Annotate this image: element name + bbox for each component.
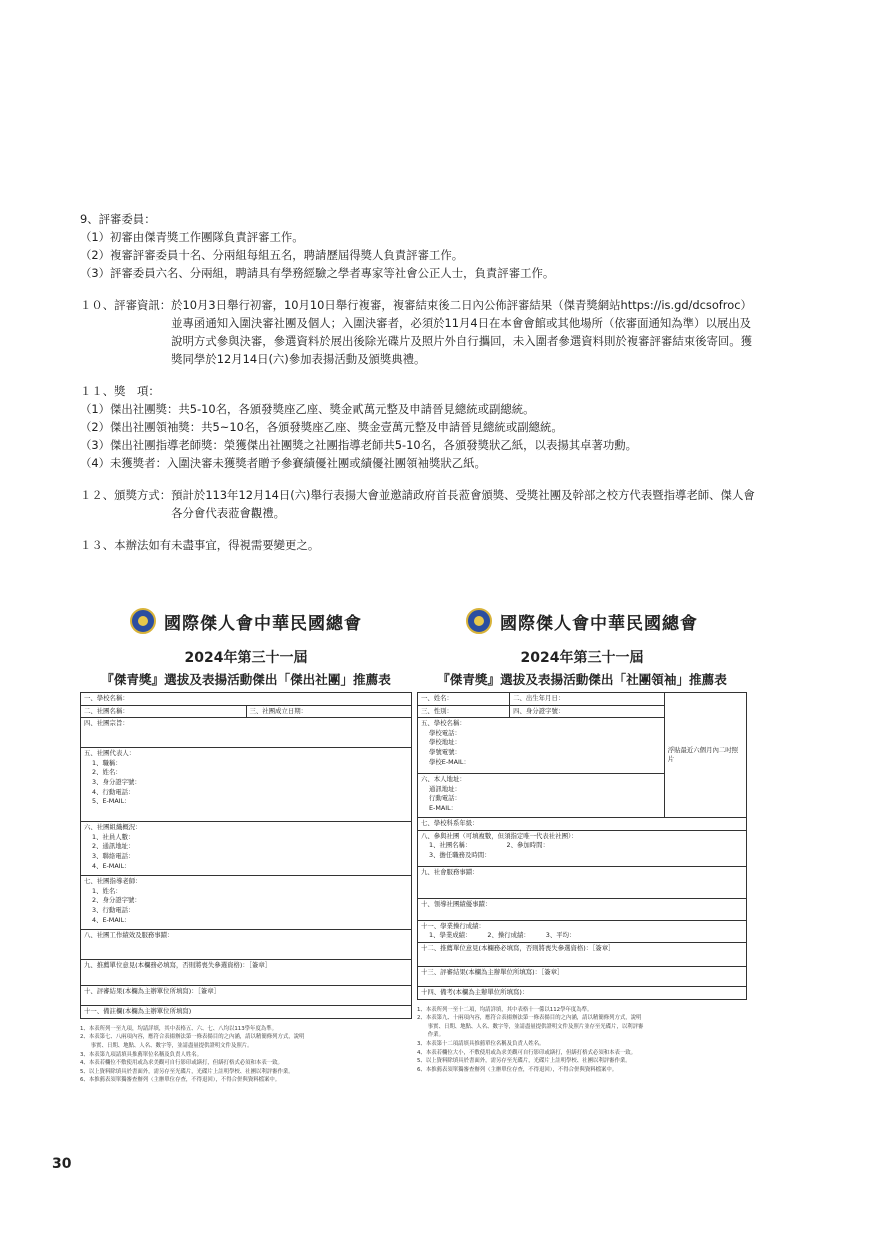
- lions-emblem-icon: [466, 608, 492, 634]
- section-label: １２、頒獎方式：: [80, 488, 172, 502]
- list-item: （3）傑出社團指導老師獎：榮獲傑出社團獎之社團指導老師共5-10名，各頒發獎狀乙紙，以表揚其卓著功勳。: [80, 438, 638, 452]
- org-header: [80, 603, 412, 639]
- field-community-service: 九、社會服務事蹟：: [418, 866, 747, 898]
- field-id-number: 四、身分證字號：: [510, 705, 665, 718]
- form-year: 2024年第三十一屆: [184, 650, 308, 666]
- note-item: 5、以上資料除填具於書面外，需另存至光碟片，光碟片上註明學校、社團以利評審作業。: [80, 1068, 294, 1075]
- note-item: 3、本表第十二項請填具推薦單位名稱及負責人姓名。: [417, 1040, 545, 1047]
- note-item: 3、本表第九項請填具推薦單位名稱及負責人姓名。: [80, 1051, 203, 1058]
- list-item: （1）傑出社團獎：共5-10名，各頒發獎座乙座、獎金貳萬元整及申請晉見總統或副總統。: [80, 402, 535, 416]
- note-item: 5、以上資料除填具於書面外，需另存至光碟片，光碟片上註明學校、社團以利評審作業。: [417, 1058, 631, 1065]
- form-year: 2024年第三十一屆: [520, 650, 644, 666]
- field-birthdate: 二、出生年月日：: [510, 693, 665, 706]
- regulation-text: [80, 210, 760, 568]
- note-item: 作業。: [417, 1032, 444, 1039]
- field-recommender-opinion: 九、推薦單位意見(本欄務必填寫，否則將喪失參選資格)：［簽章］: [81, 960, 412, 986]
- field-club-organization: 六、社團組織概況： 1、社員人數： 2、通訊地址： 3、聯絡電話： 4、E-MAIL：: [81, 822, 412, 876]
- section-13-amendments: [80, 536, 760, 554]
- field-department: 七、學校科系年級：: [418, 818, 747, 831]
- field-gender: 三、性別：: [418, 705, 510, 718]
- field-school: 五、學校名稱： 學校電話： 學校地址： 學號電號： 學校E-MAIL：: [418, 718, 665, 774]
- section-body: 於10月3日舉行初審，10月10日舉行複審，複審結束後二日內公佈評審結果（傑青獎網站https://is.gd/dcsofroc）並專函通知入圍決審社團及個人；入圍決審者，必須於11月4日在本會會館或其他場所（依審面通知為準）以展出及說明方式參與決審，參選資料於展出後除光碟片及照片外自行攜回，未入圍者參選資料則於複審評審結束後寄回。獲獎同學於12月14日(六)參加表揚活動及頒獎典禮。: [171, 298, 753, 366]
- field-remarks: 十一、備註欄(本欄為主辦單位所填寫): [81, 1006, 412, 1019]
- field-remarks: 十四、備考(本欄為主辦單位所填寫)：: [418, 986, 747, 999]
- note-item: 1、本表所列一至十二項，均請詳填，其中表格十一係以112學年度為準。: [417, 1006, 593, 1013]
- list-item: （1）初審由傑青獎工作團隊負責評審工作。: [80, 230, 304, 244]
- field-review-result: 十三、評審結果(本欄為主辦單位所填寫)：［簽章］: [418, 966, 747, 986]
- page-number: 30: [52, 1156, 72, 1172]
- field-address: 六、本人地址： 通訊地址： 行動電話： E-MAIL：: [418, 774, 665, 818]
- form-table: [80, 692, 412, 1019]
- section-body: １３、本辦法如有未盡事宜，得視需要變更之。: [80, 538, 320, 552]
- field-recommender-opinion: 十二、推薦單位意見(本欄務必填寫，否則將喪失參選資格)：［簽章］: [418, 942, 747, 966]
- section-9-judges: [80, 210, 760, 282]
- list-item: （3）評審委員六名、分兩組，聘請具有學務經驗之學者專家等社會公正人士，負責評審工作。: [80, 266, 555, 280]
- note-item: 4、本表若欄位不敷使用或為求美觀可自行影印或繕打，但繕打格式必須和本表一致。: [80, 1060, 283, 1067]
- field-review-result: 十、評審結果(本欄為主辦單位所填寫)：［簽章］: [81, 986, 412, 1006]
- org-header: [417, 603, 747, 639]
- lions-emblem-icon: [130, 608, 156, 634]
- field-grades: 十一、學業操行成績： 1、學業成績： 2、操行成績： 3、平均：: [418, 920, 747, 942]
- note-item: 6、本推薦表須單獨審查辦列（主辦單位存查，不得退回），不得合併與資料檔案中。: [80, 1077, 281, 1084]
- field-club-purpose: 四、社團宗旨：: [81, 718, 412, 748]
- field-club-name: 二、社團名稱：: [81, 705, 247, 718]
- list-item: （4）未獲獎者：入圍決審未獲獎者贈予參賽績優社團或績優社團領袖獎狀乙紙。: [80, 456, 486, 470]
- note-item: 4、本表若欄位大小，不敷使用或為求美觀可自行影印或繕打，但繕打格式必須和本表一致。: [417, 1049, 637, 1056]
- section-10-review-info: [80, 296, 760, 368]
- note-item: 2、本表第七、八兩項內容，應符合表揚辦法第一條表揚目的之內涵，請以精簡條列方式，說明: [80, 1034, 305, 1041]
- note-item: 1、本表所列一至九項，均請詳填，其中表格五、六、七、八均以113學年度為準。: [80, 1025, 278, 1032]
- field-club-founded: 三、社團成立日期：: [246, 705, 412, 718]
- org-name: 國際傑人會中華民國總會: [164, 613, 362, 634]
- form-title: 『傑青獎』選拔及表揚活動傑出「傑出社團」推薦表: [101, 672, 391, 687]
- field-club-representative: 五、社團代表人： 1、職稱： 2、姓名： 3、身分證字號： 4、行動電話： 5、E-MAIL：: [81, 748, 412, 822]
- form-notes: [80, 1025, 412, 1085]
- field-school-name: 一、學校名稱：: [81, 693, 412, 706]
- form-table: [417, 692, 747, 1000]
- note-item: 6、本推薦表須單獨審查辦列（主辦單位存查，不得退回），不得合併與資料檔案中。: [417, 1066, 618, 1073]
- club-nomination-form: [80, 603, 412, 1085]
- list-item: （2）複審評審委員十名、分兩組每組五名，聘請歷屆得獎人負責評審工作。: [80, 248, 464, 262]
- note-item: 事實、日期、地點、人名、數字等，並請盡量提供證明文件及照片。: [80, 1042, 253, 1049]
- note-item: 事實、日期、地點、人名、數字等，並請盡量提供證明文件及照片並存至光碟片，以利評審: [417, 1023, 644, 1030]
- photo-box: 浮貼最近六個月內二吋照片: [664, 693, 746, 818]
- section-title: 9、評審委員：: [80, 212, 156, 226]
- note-item: 2、本表第九、十兩項內容，應符合表揚辦法第一條表揚目的之內涵，請以精簡條列方式，說明: [417, 1015, 642, 1022]
- section-title: １１、獎 項：: [80, 384, 160, 398]
- field-club-achievements: 八、社團工作績效及服務事蹟：: [81, 930, 412, 960]
- leader-nomination-form: [417, 603, 747, 1074]
- list-item: （2）傑出社團領袖獎：共5~10名，各頒發獎座乙座、獎金壹萬元整及申請晉見總統或副總統。: [80, 420, 563, 434]
- field-clubs: 八、參與社團（可填複數，但須指定唯一代表社社團）： 1、社團名稱： 2、參加時間： 3、擔任職務及時間：: [418, 830, 747, 866]
- field-name: 一、姓名：: [418, 693, 510, 706]
- section-label: １０、評審資訊：: [80, 298, 172, 312]
- form-notes: [417, 1006, 747, 1075]
- field-leadership: 十、領導社團績優事蹟：: [418, 898, 747, 920]
- section-body: 預計於113年12月14日(六)舉行表揚大會並邀請政府首長蒞會頒獎、受獎社團及幹部之校方代表暨指導老師、傑人會各分會代表蒞會觀禮。: [171, 488, 755, 520]
- section-11-awards: [80, 382, 760, 472]
- field-club-advisor: 七、社團指導老師： 1、姓名： 2、身分證字號： 3、行動電話： 4、E-MAIL：: [81, 876, 412, 930]
- org-name: 國際傑人會中華民國總會: [500, 613, 698, 634]
- section-12-ceremony: [80, 486, 760, 522]
- form-title: 『傑青獎』選拔及表揚活動傑出「社團領袖」推薦表: [437, 672, 727, 687]
